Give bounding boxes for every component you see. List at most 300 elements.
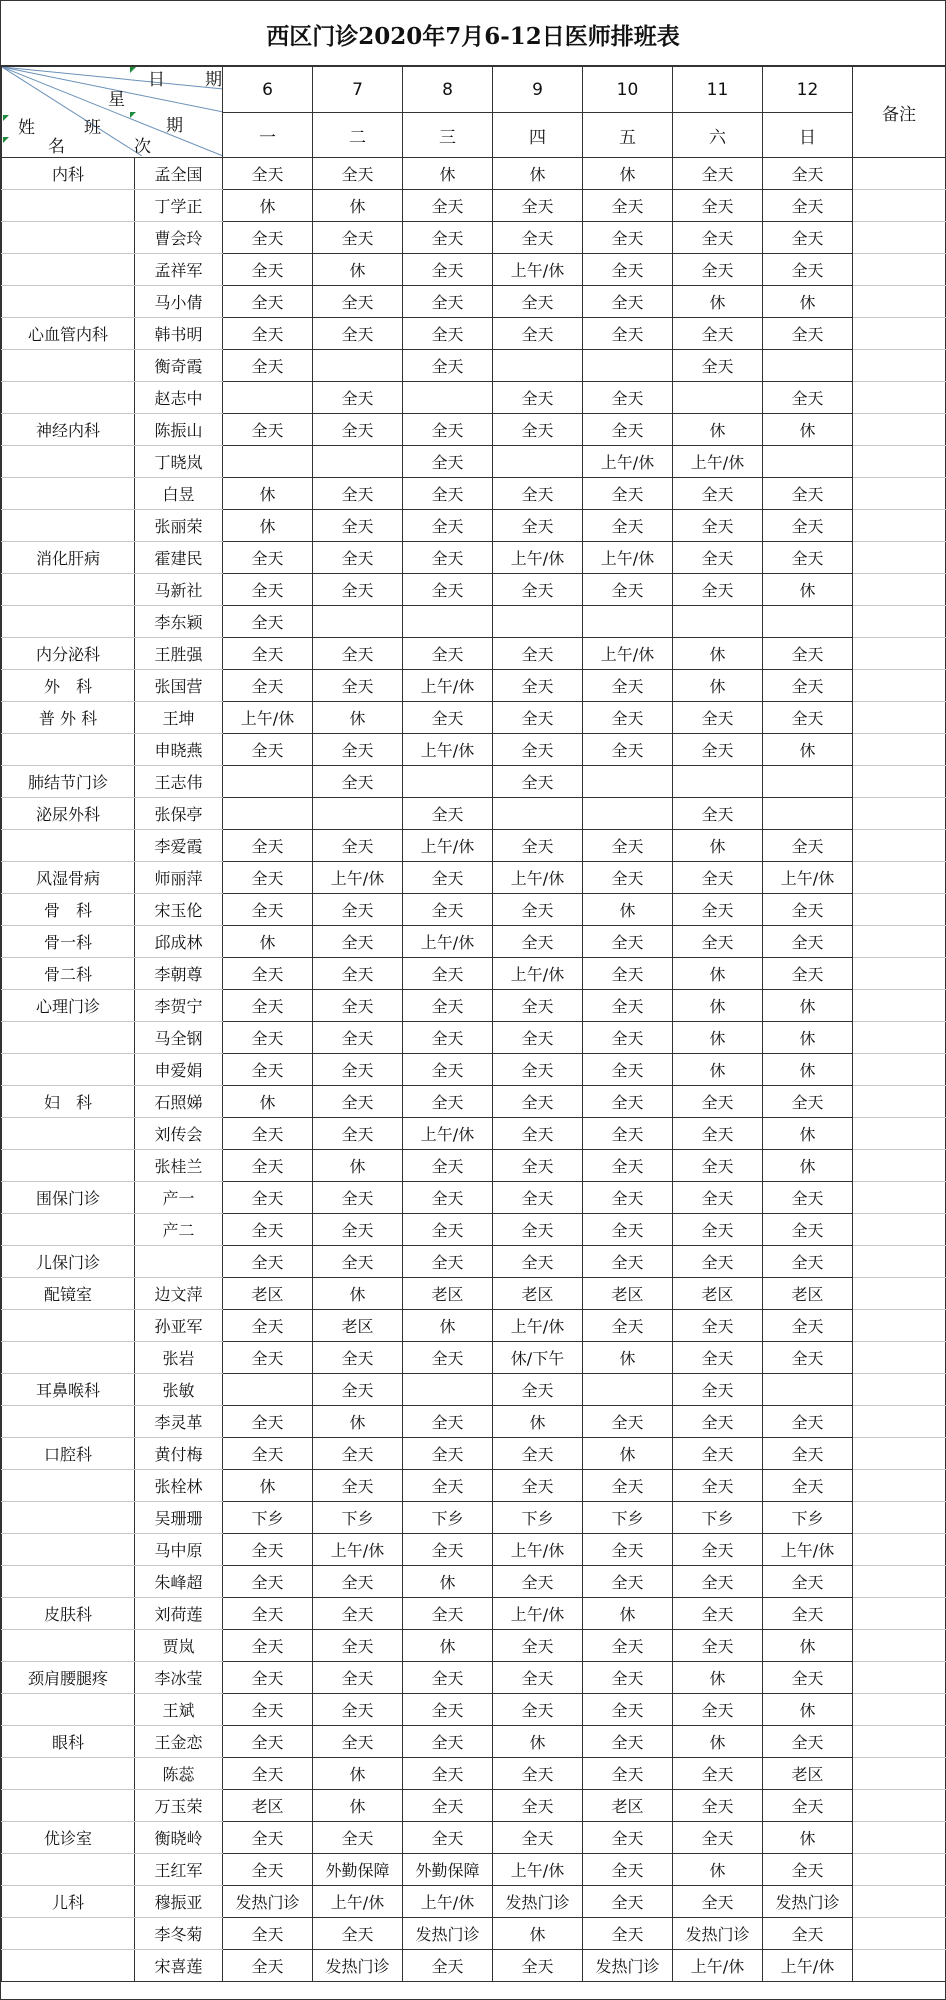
shift-cell: 全天 <box>763 1310 853 1342</box>
department-cell <box>2 510 135 542</box>
table-row <box>2 478 946 510</box>
department-cell: 心理门诊 <box>2 990 135 1022</box>
shift-cell: 上午/休 <box>223 702 313 734</box>
shift-cell: 全天 <box>763 830 853 862</box>
shift-cell: 全天 <box>493 990 583 1022</box>
shift-cell: 全天 <box>403 1726 493 1758</box>
shift-cell: 全天 <box>403 1822 493 1854</box>
table-row <box>2 734 946 766</box>
note-cell <box>853 1342 946 1374</box>
doctor-name-cell <box>135 1246 223 1278</box>
table-row <box>2 158 946 190</box>
shift-cell: 全天 <box>583 254 673 286</box>
shift-cell: 全天 <box>583 1822 673 1854</box>
doctor-name-cell: 孙亚军 <box>135 1310 223 1342</box>
shift-cell: 休 <box>583 1342 673 1374</box>
corner-label-ci: 次 <box>134 137 151 157</box>
department-cell: 眼科 <box>2 1726 135 1758</box>
table-row <box>2 1150 946 1182</box>
cell-marker-icon <box>130 67 136 73</box>
table-row <box>2 1566 946 1598</box>
shift-cell: 休 <box>313 1278 403 1310</box>
department-cell: 风湿骨病 <box>2 862 135 894</box>
doctor-name-cell: 马小倩 <box>135 286 223 318</box>
shift-cell: 全天 <box>403 574 493 606</box>
table-row <box>2 1758 946 1790</box>
doctor-name-cell: 张保亭 <box>135 798 223 830</box>
shift-cell <box>313 446 403 478</box>
table-row <box>2 958 946 990</box>
shift-cell: 老区 <box>763 1758 853 1790</box>
shift-cell <box>223 382 313 414</box>
shift-cell: 外勤保障 <box>403 1854 493 1886</box>
shift-cell: 全天 <box>583 1758 673 1790</box>
shift-cell: 上午/休 <box>493 1310 583 1342</box>
doctor-name-cell: 万玉荣 <box>135 1790 223 1822</box>
doctor-name-cell: 宋喜莲 <box>135 1950 223 1982</box>
shift-cell: 全天 <box>223 1630 313 1662</box>
shift-cell: 全天 <box>673 1694 763 1726</box>
department-cell <box>2 1854 135 1886</box>
note-cell <box>853 1278 946 1310</box>
note-cell <box>853 638 946 670</box>
doctor-name-cell: 王金恋 <box>135 1726 223 1758</box>
department-cell <box>2 1950 135 1982</box>
shift-cell: 外勤保障 <box>313 1854 403 1886</box>
shift-cell: 全天 <box>493 702 583 734</box>
department-cell <box>2 606 135 638</box>
shift-cell: 全天 <box>673 1374 763 1406</box>
table-row <box>2 574 946 606</box>
shift-cell: 全天 <box>673 1406 763 1438</box>
shift-cell: 全天 <box>583 1246 673 1278</box>
shift-cell: 全天 <box>493 286 583 318</box>
note-cell <box>853 1438 946 1470</box>
shift-cell: 上午/休 <box>493 254 583 286</box>
department-cell <box>2 286 135 318</box>
shift-cell: 全天 <box>673 1118 763 1150</box>
department-cell <box>2 1534 135 1566</box>
doctor-name-cell: 石照娣 <box>135 1086 223 1118</box>
note-cell <box>853 1246 946 1278</box>
doctor-name-cell: 宋玉伦 <box>135 894 223 926</box>
shift-cell: 上午/休 <box>493 1854 583 1886</box>
department-cell <box>2 1502 135 1534</box>
department-cell: 内科 <box>2 158 135 190</box>
table-row <box>2 190 946 222</box>
doctor-name-cell: 穆振亚 <box>135 1886 223 1918</box>
shift-cell: 全天 <box>313 478 403 510</box>
department-cell <box>2 1630 135 1662</box>
shift-cell: 休 <box>763 990 853 1022</box>
date-header: 11 <box>673 67 763 113</box>
note-cell <box>853 958 946 990</box>
doctor-name-cell: 李灵革 <box>135 1406 223 1438</box>
shift-cell: 全天 <box>493 1086 583 1118</box>
doctor-name-cell: 申爱娟 <box>135 1054 223 1086</box>
shift-cell: 全天 <box>223 1918 313 1950</box>
shift-cell: 全天 <box>673 350 763 382</box>
shift-cell: 发热门诊 <box>223 1886 313 1918</box>
shift-cell: 全天 <box>583 1022 673 1054</box>
shift-cell: 全天 <box>673 1822 763 1854</box>
shift-cell: 全天 <box>673 318 763 350</box>
shift-cell: 上午/休 <box>763 1950 853 1982</box>
shift-cell: 全天 <box>223 894 313 926</box>
shift-cell: 休 <box>493 1406 583 1438</box>
shift-cell: 上午/休 <box>313 1534 403 1566</box>
shift-cell: 老区 <box>763 1278 853 1310</box>
shift-cell: 休 <box>313 702 403 734</box>
table-row <box>2 1726 946 1758</box>
shift-cell: 全天 <box>223 1342 313 1374</box>
shift-cell: 休 <box>763 734 853 766</box>
department-cell <box>2 830 135 862</box>
shift-cell: 全天 <box>223 574 313 606</box>
shift-cell: 全天 <box>583 990 673 1022</box>
note-cell <box>853 382 946 414</box>
shift-cell: 全天 <box>313 1630 403 1662</box>
department-cell: 皮肤科 <box>2 1598 135 1630</box>
shift-cell: 全天 <box>223 1182 313 1214</box>
shift-cell: 全天 <box>223 1566 313 1598</box>
shift-cell: 全天 <box>493 1374 583 1406</box>
note-cell <box>853 926 946 958</box>
shift-cell: 全天 <box>313 1118 403 1150</box>
shift-cell: 全天 <box>493 1118 583 1150</box>
corner-label-ming: 名 <box>48 137 65 157</box>
cell-marker-icon <box>3 115 9 121</box>
shift-cell: 发热门诊 <box>313 1950 403 1982</box>
shift-cell: 全天 <box>403 1694 493 1726</box>
shift-cell: 全天 <box>493 1054 583 1086</box>
table-row <box>2 670 946 702</box>
shift-cell: 全天 <box>583 1886 673 1918</box>
shift-cell: 休 <box>673 1854 763 1886</box>
shift-cell: 全天 <box>403 1950 493 1982</box>
shift-cell: 全天 <box>223 318 313 350</box>
doctor-name-cell: 李东颖 <box>135 606 223 638</box>
shift-cell: 下乡 <box>493 1502 583 1534</box>
shift-cell: 全天 <box>583 1118 673 1150</box>
shift-cell: 全天 <box>403 798 493 830</box>
shift-cell: 全天 <box>313 1822 403 1854</box>
shift-cell: 发热门诊 <box>493 1886 583 1918</box>
shift-cell: 全天 <box>223 1310 313 1342</box>
note-cell <box>853 158 946 190</box>
shift-cell <box>583 606 673 638</box>
shift-cell <box>583 350 673 382</box>
doctor-name-cell: 李冬菊 <box>135 1918 223 1950</box>
shift-cell: 全天 <box>223 958 313 990</box>
shift-cell: 全天 <box>493 894 583 926</box>
shift-cell: 全天 <box>583 1214 673 1246</box>
shift-cell: 全天 <box>313 382 403 414</box>
shift-cell: 休 <box>763 1694 853 1726</box>
shift-cell: 全天 <box>223 1054 313 1086</box>
shift-cell: 全天 <box>583 1086 673 1118</box>
shift-cell: 全天 <box>673 1342 763 1374</box>
shift-cell: 全天 <box>493 1438 583 1470</box>
shift-cell: 全天 <box>403 1022 493 1054</box>
shift-cell: 全天 <box>763 638 853 670</box>
note-cell <box>853 222 946 254</box>
doctor-name-cell: 李爱霞 <box>135 830 223 862</box>
shift-cell: 发热门诊 <box>403 1918 493 1950</box>
note-cell <box>853 1502 946 1534</box>
shift-cell: 老区 <box>673 1278 763 1310</box>
shift-cell: 全天 <box>223 830 313 862</box>
shift-cell <box>493 350 583 382</box>
shift-cell <box>313 606 403 638</box>
shift-cell: 全天 <box>493 926 583 958</box>
shift-cell: 老区 <box>223 1790 313 1822</box>
shift-cell: 休 <box>673 1726 763 1758</box>
shift-cell: 休 <box>763 1630 853 1662</box>
shift-cell: 全天 <box>763 542 853 574</box>
shift-cell: 全天 <box>583 318 673 350</box>
note-cell <box>853 990 946 1022</box>
shift-cell <box>763 446 853 478</box>
weekday-header: 六 <box>673 113 763 158</box>
corner-label-ban: 班 <box>84 118 101 138</box>
shift-cell: 休 <box>403 1310 493 1342</box>
shift-cell: 上午/休 <box>763 862 853 894</box>
table-row <box>2 1054 946 1086</box>
shift-cell: 全天 <box>493 1662 583 1694</box>
shift-cell: 全天 <box>403 1662 493 1694</box>
shift-cell: 全天 <box>583 1694 673 1726</box>
shift-cell: 全天 <box>493 670 583 702</box>
shift-cell: 全天 <box>673 1086 763 1118</box>
shift-cell: 全天 <box>313 1022 403 1054</box>
shift-cell: 全天 <box>763 1918 853 1950</box>
shift-cell: 上午/休 <box>583 446 673 478</box>
shift-cell: 休 <box>223 190 313 222</box>
shift-cell: 休 <box>313 1758 403 1790</box>
shift-cell: 全天 <box>313 1918 403 1950</box>
doctor-name-cell: 申晓燕 <box>135 734 223 766</box>
shift-cell: 全天 <box>403 1246 493 1278</box>
department-cell: 配镜室 <box>2 1278 135 1310</box>
shift-cell: 全天 <box>583 1630 673 1662</box>
table-row <box>2 1118 946 1150</box>
department-cell: 泌尿外科 <box>2 798 135 830</box>
shift-cell: 全天 <box>673 1630 763 1662</box>
shift-cell: 全天 <box>223 1246 313 1278</box>
table-row <box>2 254 946 286</box>
department-cell: 围保门诊 <box>2 1182 135 1214</box>
table-row <box>2 286 946 318</box>
shift-cell: 老区 <box>403 1278 493 1310</box>
department-cell <box>2 1342 135 1374</box>
shift-cell: 休 <box>223 510 313 542</box>
shift-cell: 全天 <box>403 990 493 1022</box>
department-cell: 内分泌科 <box>2 638 135 670</box>
shift-cell: 全天 <box>673 862 763 894</box>
shift-cell: 休 <box>673 638 763 670</box>
department-cell <box>2 446 135 478</box>
table-row <box>2 1246 946 1278</box>
doctor-name-cell: 衡奇霞 <box>135 350 223 382</box>
table-row <box>2 1598 946 1630</box>
shift-cell: 全天 <box>403 1406 493 1438</box>
shift-cell: 全天 <box>673 702 763 734</box>
shift-cell: 全天 <box>313 318 403 350</box>
shift-cell: 全天 <box>583 926 673 958</box>
table-row <box>2 894 946 926</box>
department-cell <box>2 222 135 254</box>
shift-cell: 全天 <box>493 318 583 350</box>
shift-cell: 全天 <box>583 1918 673 1950</box>
note-cell <box>853 606 946 638</box>
shift-cell: 全天 <box>223 1406 313 1438</box>
note-cell <box>853 1022 946 1054</box>
department-cell: 骨一科 <box>2 926 135 958</box>
shift-cell: 全天 <box>403 1534 493 1566</box>
shift-cell: 全天 <box>583 1566 673 1598</box>
shift-cell: 休 <box>673 1022 763 1054</box>
shift-cell <box>763 766 853 798</box>
note-cell <box>853 254 946 286</box>
shift-cell <box>673 382 763 414</box>
note-cell <box>853 1758 946 1790</box>
department-cell <box>2 1150 135 1182</box>
weekday-header: 五 <box>583 113 673 158</box>
table-row <box>2 1694 946 1726</box>
note-cell <box>853 766 946 798</box>
schedule-table <box>1 66 946 1982</box>
shift-cell: 全天 <box>583 190 673 222</box>
department-cell: 骨 科 <box>2 894 135 926</box>
doctor-name-cell: 马全钢 <box>135 1022 223 1054</box>
table-row <box>2 542 946 574</box>
shift-cell: 发热门诊 <box>583 1950 673 1982</box>
shift-cell: 老区 <box>223 1278 313 1310</box>
shift-cell: 全天 <box>223 254 313 286</box>
shift-cell: 全天 <box>673 1534 763 1566</box>
doctor-name-cell: 产一 <box>135 1182 223 1214</box>
shift-cell: 全天 <box>493 1150 583 1182</box>
corner-label-xing: 星 <box>108 90 125 110</box>
note-cell <box>853 1694 946 1726</box>
shift-cell: 休 <box>313 1150 403 1182</box>
table-row <box>2 382 946 414</box>
note-cell <box>853 1086 946 1118</box>
shift-cell: 全天 <box>493 1182 583 1214</box>
shift-cell: 全天 <box>493 222 583 254</box>
doctor-name-cell: 张丽荣 <box>135 510 223 542</box>
shift-cell: 全天 <box>403 702 493 734</box>
note-cell <box>853 350 946 382</box>
shift-cell: 全天 <box>223 222 313 254</box>
table-row <box>2 830 946 862</box>
shift-cell <box>673 606 763 638</box>
shift-cell: 全天 <box>583 958 673 990</box>
shift-cell <box>403 766 493 798</box>
shift-cell: 全天 <box>493 1566 583 1598</box>
shift-cell: 全天 <box>403 1790 493 1822</box>
shift-cell: 全天 <box>673 1438 763 1470</box>
shift-cell: 全天 <box>223 1438 313 1470</box>
shift-cell: 全天 <box>763 1406 853 1438</box>
shift-cell: 全天 <box>763 158 853 190</box>
note-cell <box>853 542 946 574</box>
doctor-name-cell: 陈振山 <box>135 414 223 446</box>
shift-cell: 全天 <box>313 734 403 766</box>
shift-cell: 全天 <box>403 190 493 222</box>
doctor-name-cell: 王红军 <box>135 1854 223 1886</box>
date-header: 8 <box>403 67 493 113</box>
doctor-name-cell: 产二 <box>135 1214 223 1246</box>
shift-cell: 全天 <box>403 958 493 990</box>
shift-cell: 上午/休 <box>493 1534 583 1566</box>
shift-cell: 全天 <box>673 478 763 510</box>
shift-cell: 全天 <box>493 638 583 670</box>
weekday-header: 一 <box>223 113 313 158</box>
corner-label-ri: 日 <box>148 70 165 90</box>
table-row <box>2 1630 946 1662</box>
shift-cell: 全天 <box>493 1022 583 1054</box>
department-cell <box>2 1918 135 1950</box>
shift-cell: 上午/休 <box>763 1534 853 1566</box>
shift-cell: 全天 <box>583 1182 673 1214</box>
department-cell: 口腔科 <box>2 1438 135 1470</box>
note-cell <box>853 1662 946 1694</box>
shift-cell: 全天 <box>403 414 493 446</box>
shift-cell: 全天 <box>673 158 763 190</box>
note-cell <box>853 1534 946 1566</box>
shift-cell: 全天 <box>493 1630 583 1662</box>
doctor-name-cell: 陈蕊 <box>135 1758 223 1790</box>
doctor-name-cell: 师丽萍 <box>135 862 223 894</box>
corner-diagonals <box>2 67 223 156</box>
shift-cell: 全天 <box>403 1150 493 1182</box>
shift-cell: 发热门诊 <box>763 1886 853 1918</box>
shift-cell <box>313 798 403 830</box>
shift-cell: 休 <box>223 1086 313 1118</box>
shift-cell: 全天 <box>403 478 493 510</box>
shift-cell <box>763 606 853 638</box>
shift-cell: 全天 <box>403 894 493 926</box>
shift-cell: 休 <box>673 1054 763 1086</box>
shift-cell: 休 <box>223 926 313 958</box>
shift-cell: 全天 <box>223 1118 313 1150</box>
department-cell: 心血管内科 <box>2 318 135 350</box>
shift-cell: 全天 <box>763 1566 853 1598</box>
shift-cell: 全天 <box>223 1662 313 1694</box>
note-cell <box>853 830 946 862</box>
shift-cell: 休 <box>673 830 763 862</box>
shift-cell: 全天 <box>313 1182 403 1214</box>
shift-cell: 全天 <box>673 1598 763 1630</box>
doctor-name-cell: 吴珊珊 <box>135 1502 223 1534</box>
header-corner <box>2 67 223 158</box>
shift-cell: 全天 <box>403 254 493 286</box>
shift-cell: 全天 <box>313 1214 403 1246</box>
note-cell <box>853 862 946 894</box>
doctor-name-cell: 张国营 <box>135 670 223 702</box>
shift-cell: 休 <box>313 190 403 222</box>
table-row <box>2 1918 946 1950</box>
shift-cell <box>313 350 403 382</box>
shift-cell: 全天 <box>403 318 493 350</box>
shift-cell: 全天 <box>313 414 403 446</box>
shift-cell: 休 <box>403 1566 493 1598</box>
shift-cell: 上午/休 <box>493 862 583 894</box>
shift-cell: 上午/休 <box>493 1598 583 1630</box>
shift-cell: 全天 <box>313 158 403 190</box>
